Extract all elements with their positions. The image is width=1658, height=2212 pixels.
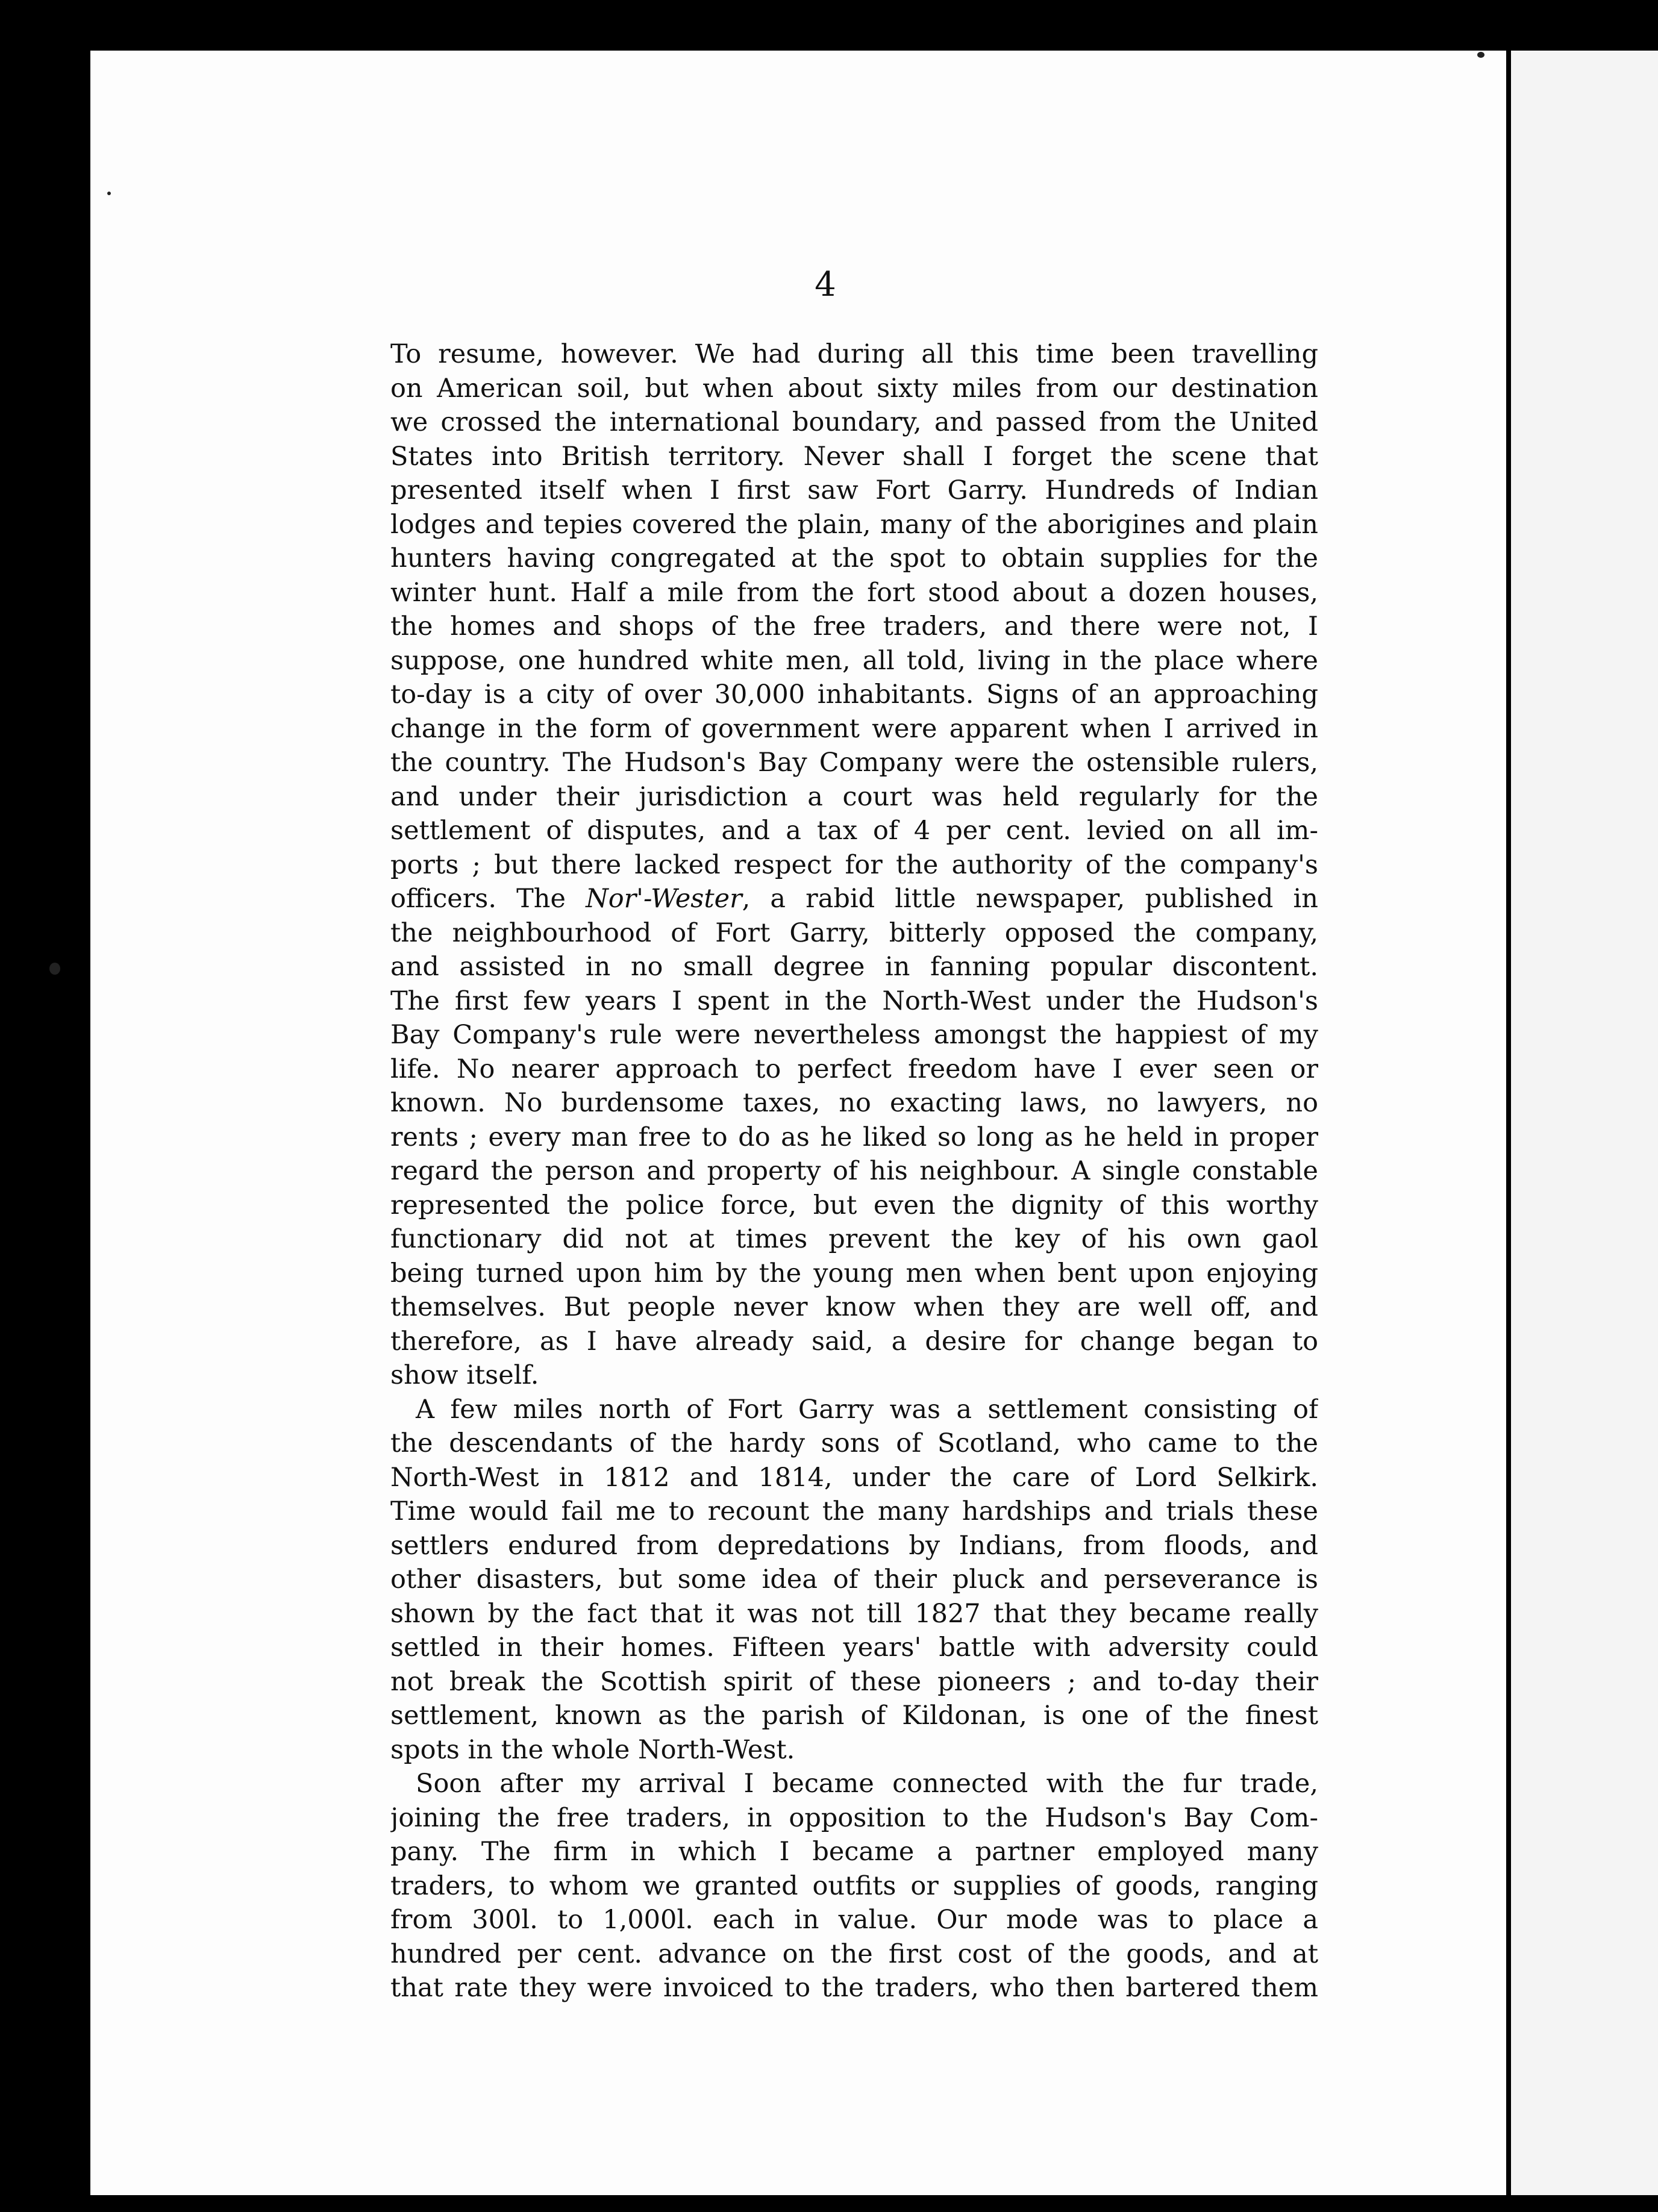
text-line: A few miles north of Fort Garry was a settlement consisting of bbox=[416, 1394, 1318, 1425]
text-line: settled in their homes. Fifteen years' battle with adversity could bbox=[390, 1632, 1318, 1663]
text-line: the neighbourhood of Fort Garry, bitterly opposed the company, bbox=[390, 917, 1318, 948]
text-line: show itself. bbox=[390, 1360, 539, 1390]
text-line: Time would fail me to recount the many hardships and trials these bbox=[390, 1496, 1318, 1526]
paragraph-3 bbox=[390, 1767, 1318, 2005]
text-line: rents ; every man free to do as he liked so long as he held in proper bbox=[390, 1122, 1318, 1152]
scan-speck bbox=[107, 192, 111, 195]
text-line: that rate they were invoiced to the traders, who then bartered them bbox=[390, 1973, 1318, 2003]
text-line: life. No nearer approach to perfect freedom have I ever seen or bbox=[390, 1054, 1318, 1084]
text-line: hunters having congregated at the spot to obtain supplies for the bbox=[390, 543, 1318, 573]
text-line: shown by the fact that it was not till 1827 that they became really bbox=[390, 1598, 1318, 1629]
text-line: the homes and shops of the free traders, and there were not, I bbox=[390, 611, 1318, 642]
paragraph-1 bbox=[390, 337, 1318, 1393]
text-line: and under their jurisdiction a court was held regularly for the bbox=[390, 781, 1318, 812]
text-line: represented the police force, but even the dignity of this worthy bbox=[390, 1190, 1318, 1220]
text-line: known. No burdensome taxes, no exacting laws, no lawyers, no bbox=[390, 1088, 1318, 1118]
text-line: the descendants of the hardy sons of Scotland, who came to the bbox=[390, 1428, 1318, 1458]
text-line: hundred per cent. advance on the first cost of the goods, and at bbox=[390, 1939, 1318, 1969]
text-line: regard the person and property of his neighbour. A single constable bbox=[390, 1156, 1318, 1186]
text-line: North-West in 1812 and 1814, under the care of Lord Selkirk. bbox=[390, 1462, 1318, 1493]
text-line: joining the free traders, in opposition to the Hudson's Bay Com- bbox=[390, 1802, 1318, 1833]
text-line: pany. The firm in which I became a partner employed many bbox=[390, 1837, 1318, 1867]
text-line: spots in the whole North-West. bbox=[390, 1734, 795, 1765]
body-text bbox=[390, 337, 1318, 2005]
adjacent-page-edge bbox=[1511, 51, 1658, 2195]
text-line: the country. The Hudson's Bay Company were the ostensible rulers, bbox=[390, 748, 1318, 778]
text-line: on American soil, but when about sixty miles from our destination bbox=[390, 373, 1318, 404]
text-line: winter hunt. Half a mile from the fort stood about a dozen houses, bbox=[390, 577, 1318, 608]
text-line: traders, to whom we granted outfits or supplies of goods, ranging bbox=[390, 1870, 1318, 1901]
text-line: change in the form of government were apparent when I arrived in bbox=[390, 713, 1318, 744]
text-line: therefore, as I have already said, a desire for change began to bbox=[390, 1326, 1318, 1357]
newspaper-title: Nor'-Wester bbox=[586, 884, 742, 914]
paragraph-2 bbox=[390, 1393, 1318, 1767]
text-line: Bay Company's rule were nevertheless amongst the happiest of my bbox=[390, 1020, 1318, 1050]
text-line: settlement, known as the parish of Kildonan, is one of the finest bbox=[390, 1701, 1318, 1731]
text-line: lodges and tepies covered the plain, many of the aborigines and plain bbox=[390, 509, 1318, 540]
text-line: settlers endured from depredations by Indians, from floods, and bbox=[390, 1530, 1318, 1561]
text-line: to-day is a city of over 30,000 inhabitants. Signs of an approaching bbox=[390, 680, 1318, 710]
text-line: themselves. But people never know when they are well off, and bbox=[390, 1292, 1318, 1322]
text-line: ports ; but there lacked respect for the authority of the company's bbox=[390, 849, 1318, 880]
text-line: Soon after my arrival I became connected with the fur trade, bbox=[416, 1769, 1318, 1799]
text-line: suppose, one hundred white men, all told, living in the place where bbox=[390, 645, 1318, 676]
text-line: presented itself when I first saw Fort Garry. Hundreds of Indian bbox=[390, 475, 1318, 505]
page-number: 4 bbox=[815, 265, 836, 304]
text-line: States into British territory. Never shall I forget the scene that bbox=[390, 441, 1318, 472]
text-line: settlement of disputes, and a tax of 4 per cent. levied on all im- bbox=[390, 816, 1318, 846]
text-line: and assisted in no small degree in fanning popular discontent. bbox=[390, 952, 1318, 982]
scan-speck bbox=[49, 963, 60, 975]
text-line: To resume, however. We had during all this time been travelling bbox=[390, 339, 1318, 369]
text-line: being turned upon him by the young men when bent upon enjoying bbox=[390, 1258, 1318, 1289]
text-line: officers. The Nor'-Wester, a rabid little newspaper, published in bbox=[390, 884, 1318, 914]
text-line: we crossed the international boundary, and passed from the United bbox=[390, 407, 1318, 437]
text-line: The first few years I spent in the North-West under the Hudson's bbox=[390, 986, 1318, 1016]
scan-speck bbox=[1477, 52, 1484, 58]
text-line: other disasters, but some idea of their pluck and perseverance is bbox=[390, 1564, 1318, 1595]
text-line: not break the Scottish spirit of these pioneers ; and to-day their bbox=[390, 1666, 1318, 1697]
text-line: functionary did not at times prevent the key of his own gaol bbox=[390, 1224, 1318, 1254]
text-line: from 300l. to 1,000l. each in value. Our mode was to place a bbox=[390, 1905, 1318, 1935]
